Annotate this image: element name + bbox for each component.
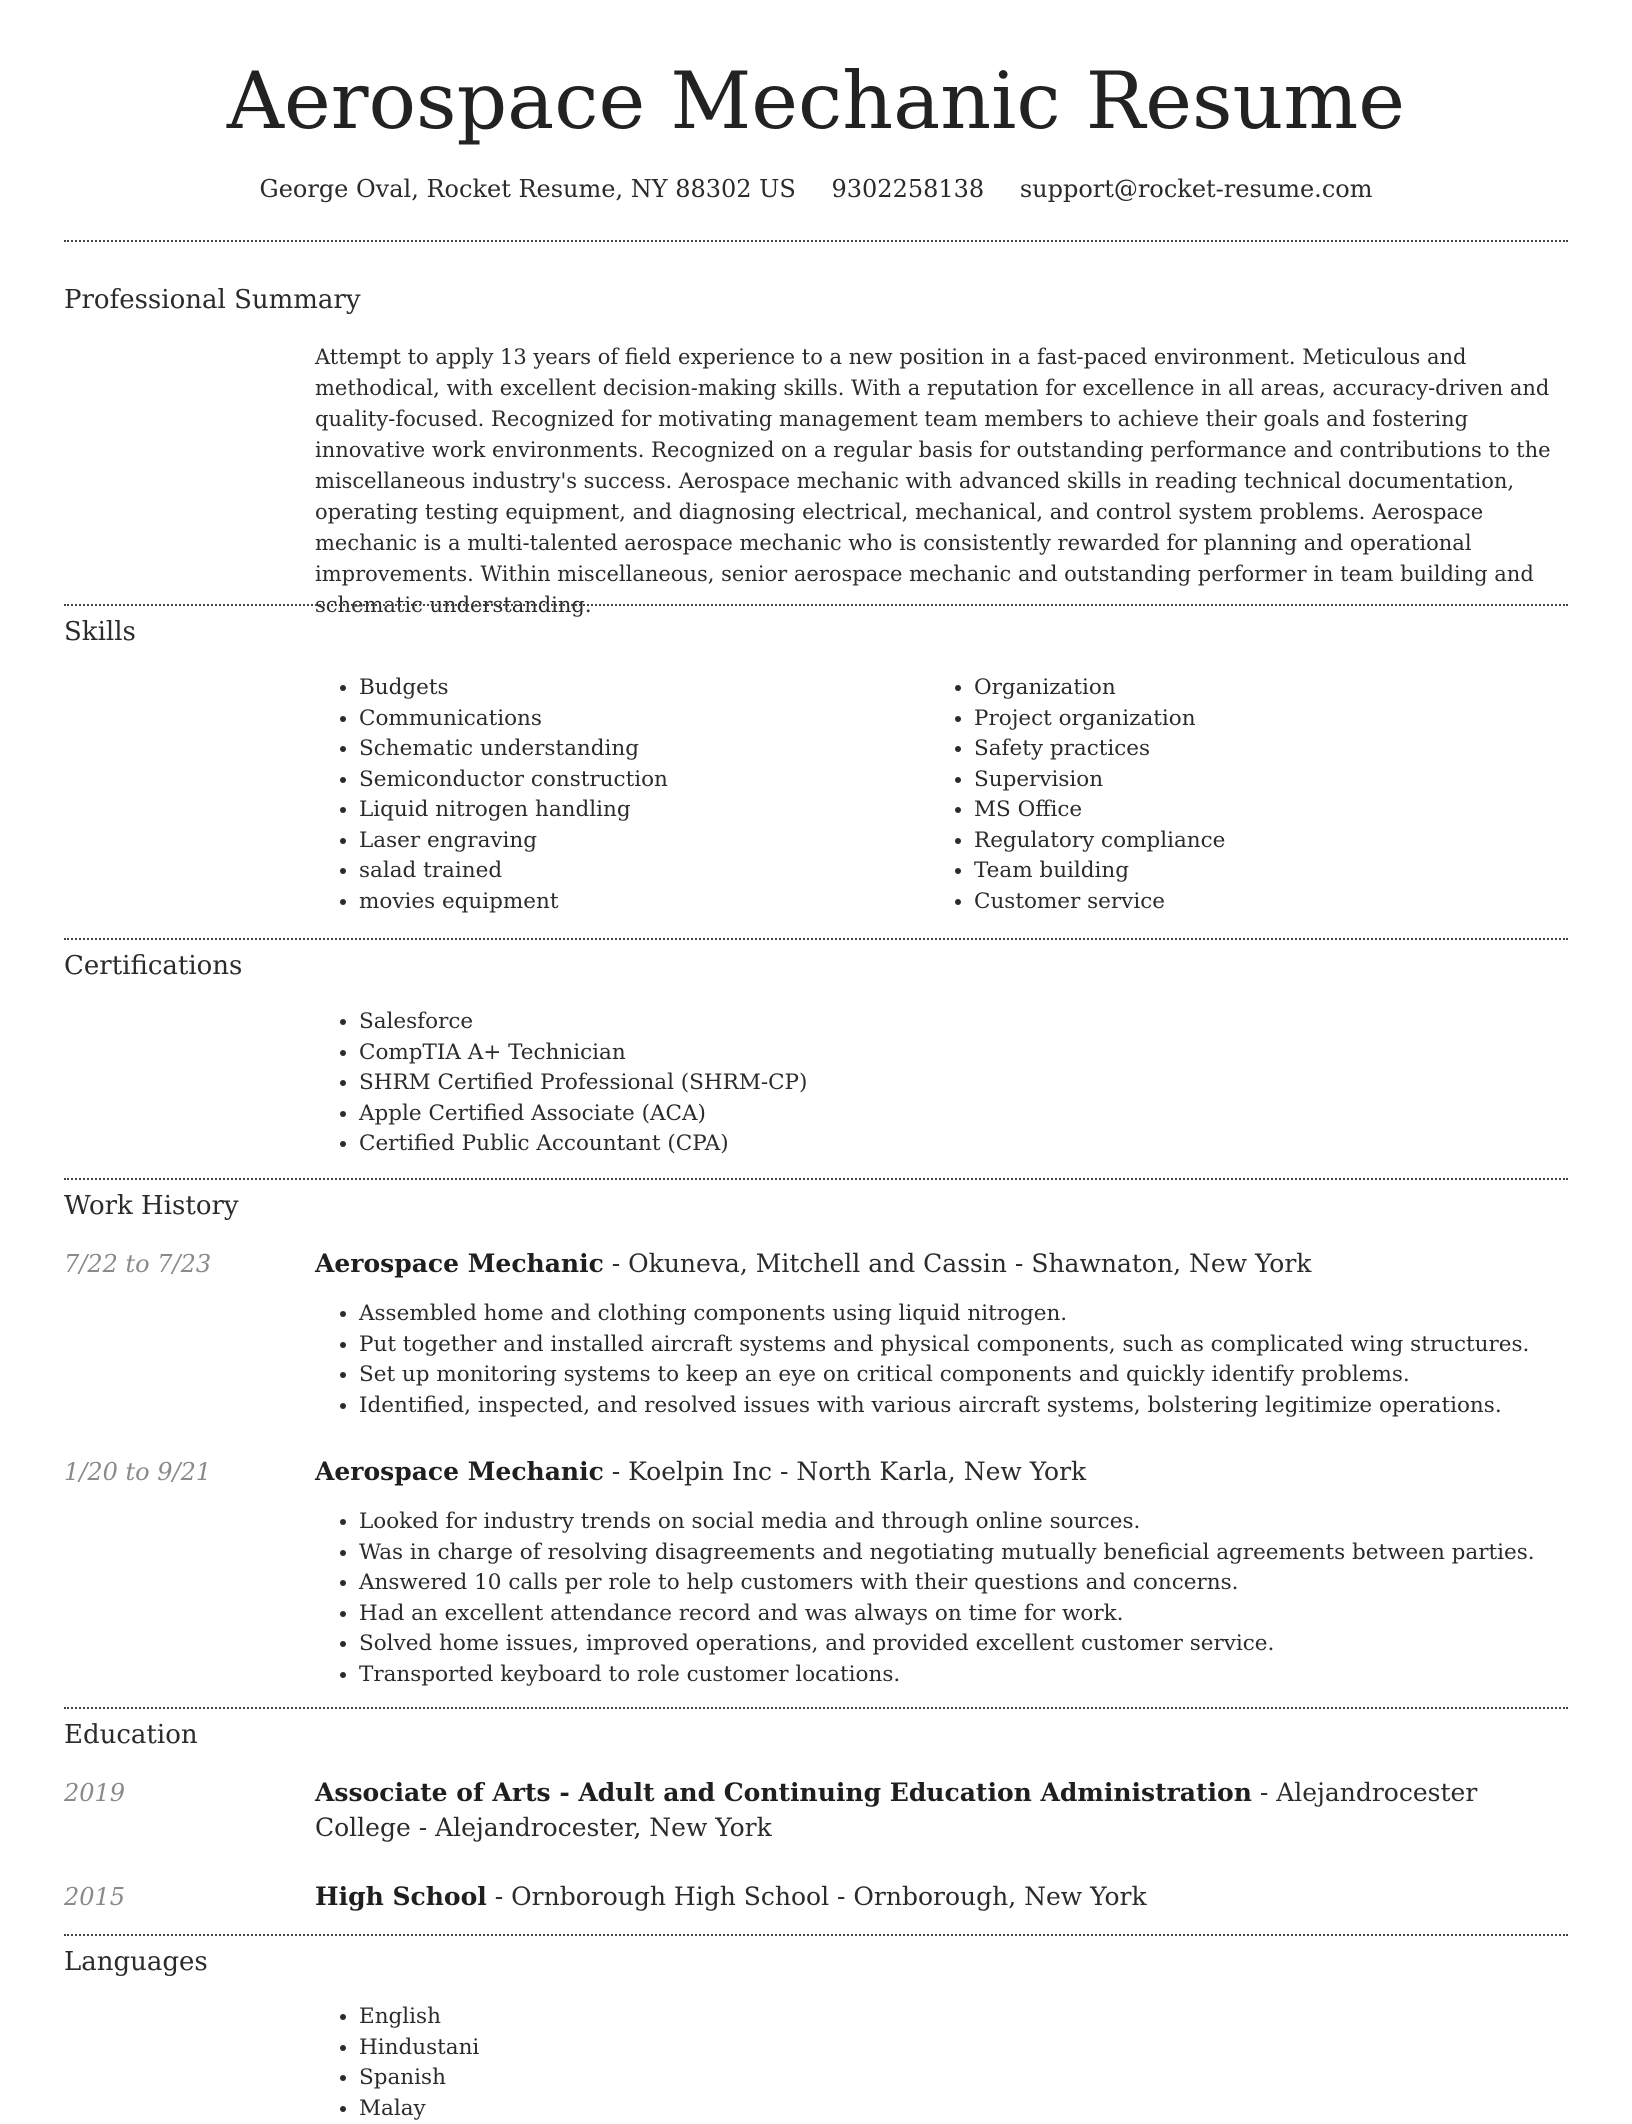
languages-heading: Languages <box>64 1945 208 1979</box>
list-item: • Solved home issues, improved operations, and provided excellent customer service. <box>359 1629 1535 1660</box>
list-item: • Hindustani <box>359 2033 479 2064</box>
skills-list-left <box>315 673 668 917</box>
list-item: • Looked for industry trends on social media and through online sources. <box>359 1507 1535 1538</box>
education-year: 2015 <box>64 1880 125 1914</box>
job-bullets <box>315 1507 1535 1690</box>
job-separator: - <box>612 1457 628 1486</box>
education-separator: - <box>1260 1778 1276 1807</box>
list-item: • Set up monitoring systems to keep an eye on critical components and quickly identify problems. <box>359 1360 1529 1391</box>
section-divider <box>64 604 1568 606</box>
list-item: • Assembled home and clothing components using liquid nitrogen. <box>359 1299 1529 1330</box>
education-degree: Associate of Arts - Adult and Continuing Education Administration <box>315 1778 1252 1807</box>
resume-title: Aerospace Mechanic Resume <box>0 46 1632 156</box>
education-year: 2019 <box>64 1776 125 1810</box>
list-item: • Communications <box>359 704 668 735</box>
job-dates: 1/20 to 9/21 <box>64 1455 211 1489</box>
list-item: • Laser engraving <box>359 826 668 857</box>
contact-address: George Oval, Rocket Resume, NY 88302 US <box>260 175 796 203</box>
job-company: Koelpin Inc <box>628 1457 772 1486</box>
job-title-line <box>315 1454 1560 1489</box>
list-item: • Spanish <box>359 2063 479 2094</box>
job-title: Aerospace Mechanic <box>315 1249 604 1278</box>
skills-heading: Skills <box>64 615 136 649</box>
job-separator: - <box>612 1249 628 1278</box>
list-item: • MS Office <box>974 795 1225 826</box>
job-company: Okuneva, Mitchell and Cassin <box>628 1249 1007 1278</box>
certifications-list <box>315 1007 807 1160</box>
list-item: • Identified, inspected, and resolved issues with various aircraft systems, bolstering legitimize operations. <box>359 1391 1529 1422</box>
education-entry <box>315 1775 1560 1845</box>
section-divider <box>64 1934 1568 1936</box>
job-title-line <box>315 1246 1560 1281</box>
list-item: • Team building <box>974 856 1225 887</box>
list-item: • Safety practices <box>974 734 1225 765</box>
work-heading: Work History <box>64 1189 239 1223</box>
education-school: Ornborough High School - Ornborough, New York <box>511 1882 1146 1911</box>
list-item: • Semiconductor construction <box>359 765 668 796</box>
job-title: Aerospace Mechanic <box>315 1457 604 1486</box>
list-item: • Customer service <box>974 887 1225 918</box>
skills-list-right <box>930 673 1225 917</box>
list-item: • Certified Public Accountant (CPA) <box>359 1129 807 1160</box>
list-item: • Organization <box>974 673 1225 704</box>
job-bullets <box>315 1299 1529 1421</box>
job-separator: - <box>1015 1249 1031 1278</box>
list-item: • movies equipment <box>359 887 668 918</box>
education-school: Alejandrocester College - Alejandrocester, New York <box>315 1778 1477 1842</box>
section-divider <box>64 240 1568 242</box>
education-separator: - <box>495 1882 511 1911</box>
education-entry <box>315 1879 1560 1914</box>
languages-list <box>315 2002 479 2124</box>
education-heading: Education <box>64 1718 198 1752</box>
list-item: • CompTIA A+ Technician <box>359 1038 807 1069</box>
job-dates: 7/22 to 7/23 <box>64 1247 211 1281</box>
list-item: • Liquid nitrogen handling <box>359 795 668 826</box>
list-item: • SHRM Certified Professional (SHRM-CP) <box>359 1068 807 1099</box>
certifications-heading: Certifications <box>64 949 242 983</box>
job-location: North Karla, New York <box>796 1457 1086 1486</box>
list-item: • salad trained <box>359 856 668 887</box>
list-item: • Had an excellent attendance record and was always on time for work. <box>359 1599 1535 1630</box>
list-item: • Answered 10 calls per role to help customers with their questions and concerns. <box>359 1568 1535 1599</box>
list-item: • Project organization <box>974 704 1225 735</box>
contact-email[interactable]: support@rocket-resume.com <box>1020 175 1373 203</box>
job-separator: - <box>780 1457 796 1486</box>
list-item: • Supervision <box>974 765 1225 796</box>
section-divider <box>64 938 1568 940</box>
list-item: • Put together and installed aircraft systems and physical components, such as complicated wing structures. <box>359 1330 1529 1361</box>
summary-heading: Professional Summary <box>64 283 361 317</box>
summary-text: Attempt to apply 13 years of field experience to a new position in a fast-paced environment. Meticulous and methodical, with excellent decision-making skills. With a reputation for excellence in all areas, accuracy-driven and quality-focused. Recognized for motivating management team members to achieve their goals and fostering innovative work environments. Recognized on a regular basis for outstanding performance and contributions to the miscellaneous industry's success. Aerospace mechanic with advanced skills in reading technical documentation, operating testing equipment, and diagnosing electrical, mechanical, and control system problems. Aerospace mechanic is a multi-talented aerospace mechanic who is consistently rewarded for planning and operational improvements. Within miscellaneous, senior aerospace mechanic and outstanding performer in team building and schematic understanding. <box>315 342 1560 621</box>
list-item: • Transported keyboard to role customer locations. <box>359 1660 1535 1691</box>
section-divider <box>64 1178 1568 1180</box>
job-location: Shawnaton, New York <box>1031 1249 1311 1278</box>
list-item: • Was in charge of resolving disagreements and negotiating mutually beneficial agreements between parties. <box>359 1538 1535 1569</box>
contact-line <box>0 172 1632 206</box>
list-item: • Salesforce <box>359 1007 807 1038</box>
contact-phone: 9302258138 <box>832 175 985 203</box>
list-item: • Apple Certified Associate (ACA) <box>359 1099 807 1130</box>
list-item: • Malay <box>359 2094 479 2124</box>
list-item: • English <box>359 2002 479 2033</box>
list-item: • Schematic understanding <box>359 734 668 765</box>
list-item: • Regulatory compliance <box>974 826 1225 857</box>
section-divider <box>64 1707 1568 1709</box>
education-degree: High School <box>315 1882 487 1911</box>
list-item: • Budgets <box>359 673 668 704</box>
